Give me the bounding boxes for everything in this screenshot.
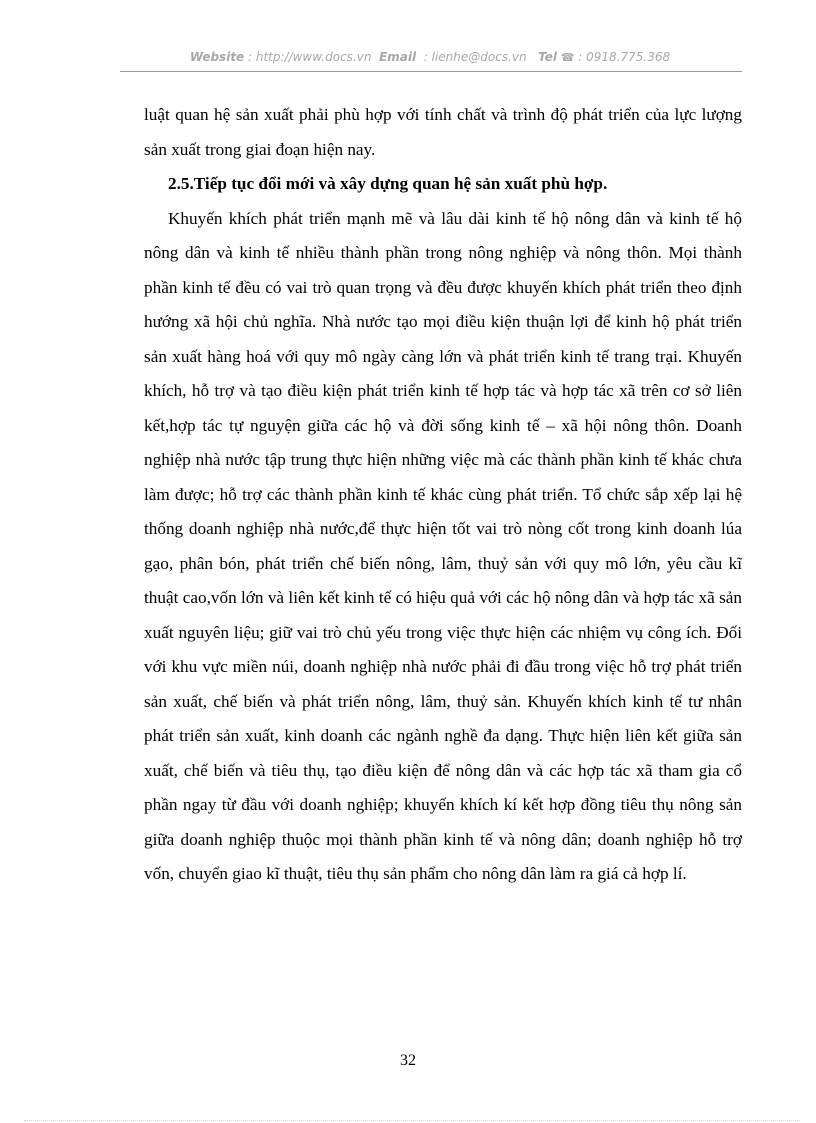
footer-divider [24,1120,800,1121]
email-label: Email [379,50,417,64]
website-label: Website [189,50,245,64]
email-separator: : [419,50,432,64]
header-divider [120,71,742,72]
main-paragraph: Khuyến khích phát triển mạnh mẽ và lâu dài kinh tế hộ nông dân và kinh tế hộ nông dân và kinh tế nhiều thành phần trong nông nghiệp và nông thôn. Mọi thành phần kinh tế đều có vai trò quan trọng và đều được khuyến khích phát triển theo định hướng xã hội chủ nghĩa. Nhà nước tạo mọi điều kiện thuận lợi để kinh hộ phát triển sản xuất hàng hoá với quy mô ngày càng lớn và phát triển kinh tế trang trại. Khuyến khích, hỗ trợ và tạo điều kiện phát triển kinh tế hợp tác và hợp tác xã trên cơ sở liên kết,hợp tác tự nguyện giữa các hộ và đời sống kinh tế – xã hội nông thôn. Doanh nghiệp nhà nước tập trung thực hiện những việc mà các thành phần kinh tế khác chưa làm được; hỗ trợ các thành phần kinh tế khác cùng phát triển. Tổ chức sắp xếp lại hệ thống doanh nghiệp nhà nước,để thực hiện tốt vai trò nòng cốt trong kinh doanh lúa gạo, phân bón, phát triển chế biến nông, lâm, thuỷ sản với quy mô lớn, yêu cầu kĩ thuật cao,vốn lớn và liên kết kinh tế có hiệu quả với các hộ nông dân và hợp tác xã sản xuất nguyên liệu; giữ vai trò chủ yếu trong việc thực hiện các nhiệm vụ công ích. Đối với khu vực miền núi, doanh nghiệp nhà nước phải đi đầu trong việc hỗ trợ phát triển sản xuất, chế biến và phát triển nông, lâm, thuỷ sản. Khuyến khích kinh tế tư nhân phát triển sản xuất, kinh doanh các ngành nghề đa dạng. Thực hiện liên kết giữa sản xuất, chế biến và tiêu thụ, tạo điều kiện để nông dân và các hợp tác xã tham gia cổ phần ngay từ đầu với doanh nghiệp; khuyến khích kí kết hợp đồng tiêu thụ nông sản giữa doanh nghiệp thuộc mọi thành phần kinh tế và nông dân; doanh nghiệp hỗ trợ vốn, chuyển giao kĩ thuật, tiêu thụ sản phẩm cho nông dân làm ra giá cả hợp lí. [144,208,742,883]
website-separator: : [244,50,256,64]
tel-label: Tel [538,50,557,64]
phone-icon: ☎ [560,51,575,64]
page-number: 32 [400,1052,416,1069]
website-url[interactable]: http://www.docs.vn [255,50,372,64]
tel-number: 0918.775.368 [586,50,671,64]
intro-paragraph: luật quan hệ sản xuất phải phù hợp với tính chất và trình độ phát triển của lực lượng sản xuất trong giai đoạn hiện nay. [144,105,742,159]
section-heading: 2.5.Tiếp tục đổi mới và xây dựng quan hệ sản xuất phù hợp. [168,174,608,193]
document-body [144,98,742,892]
email-address[interactable]: lienhe@docs.vn [431,50,527,64]
page-header [120,50,740,64]
tel-separator: : [574,50,587,64]
